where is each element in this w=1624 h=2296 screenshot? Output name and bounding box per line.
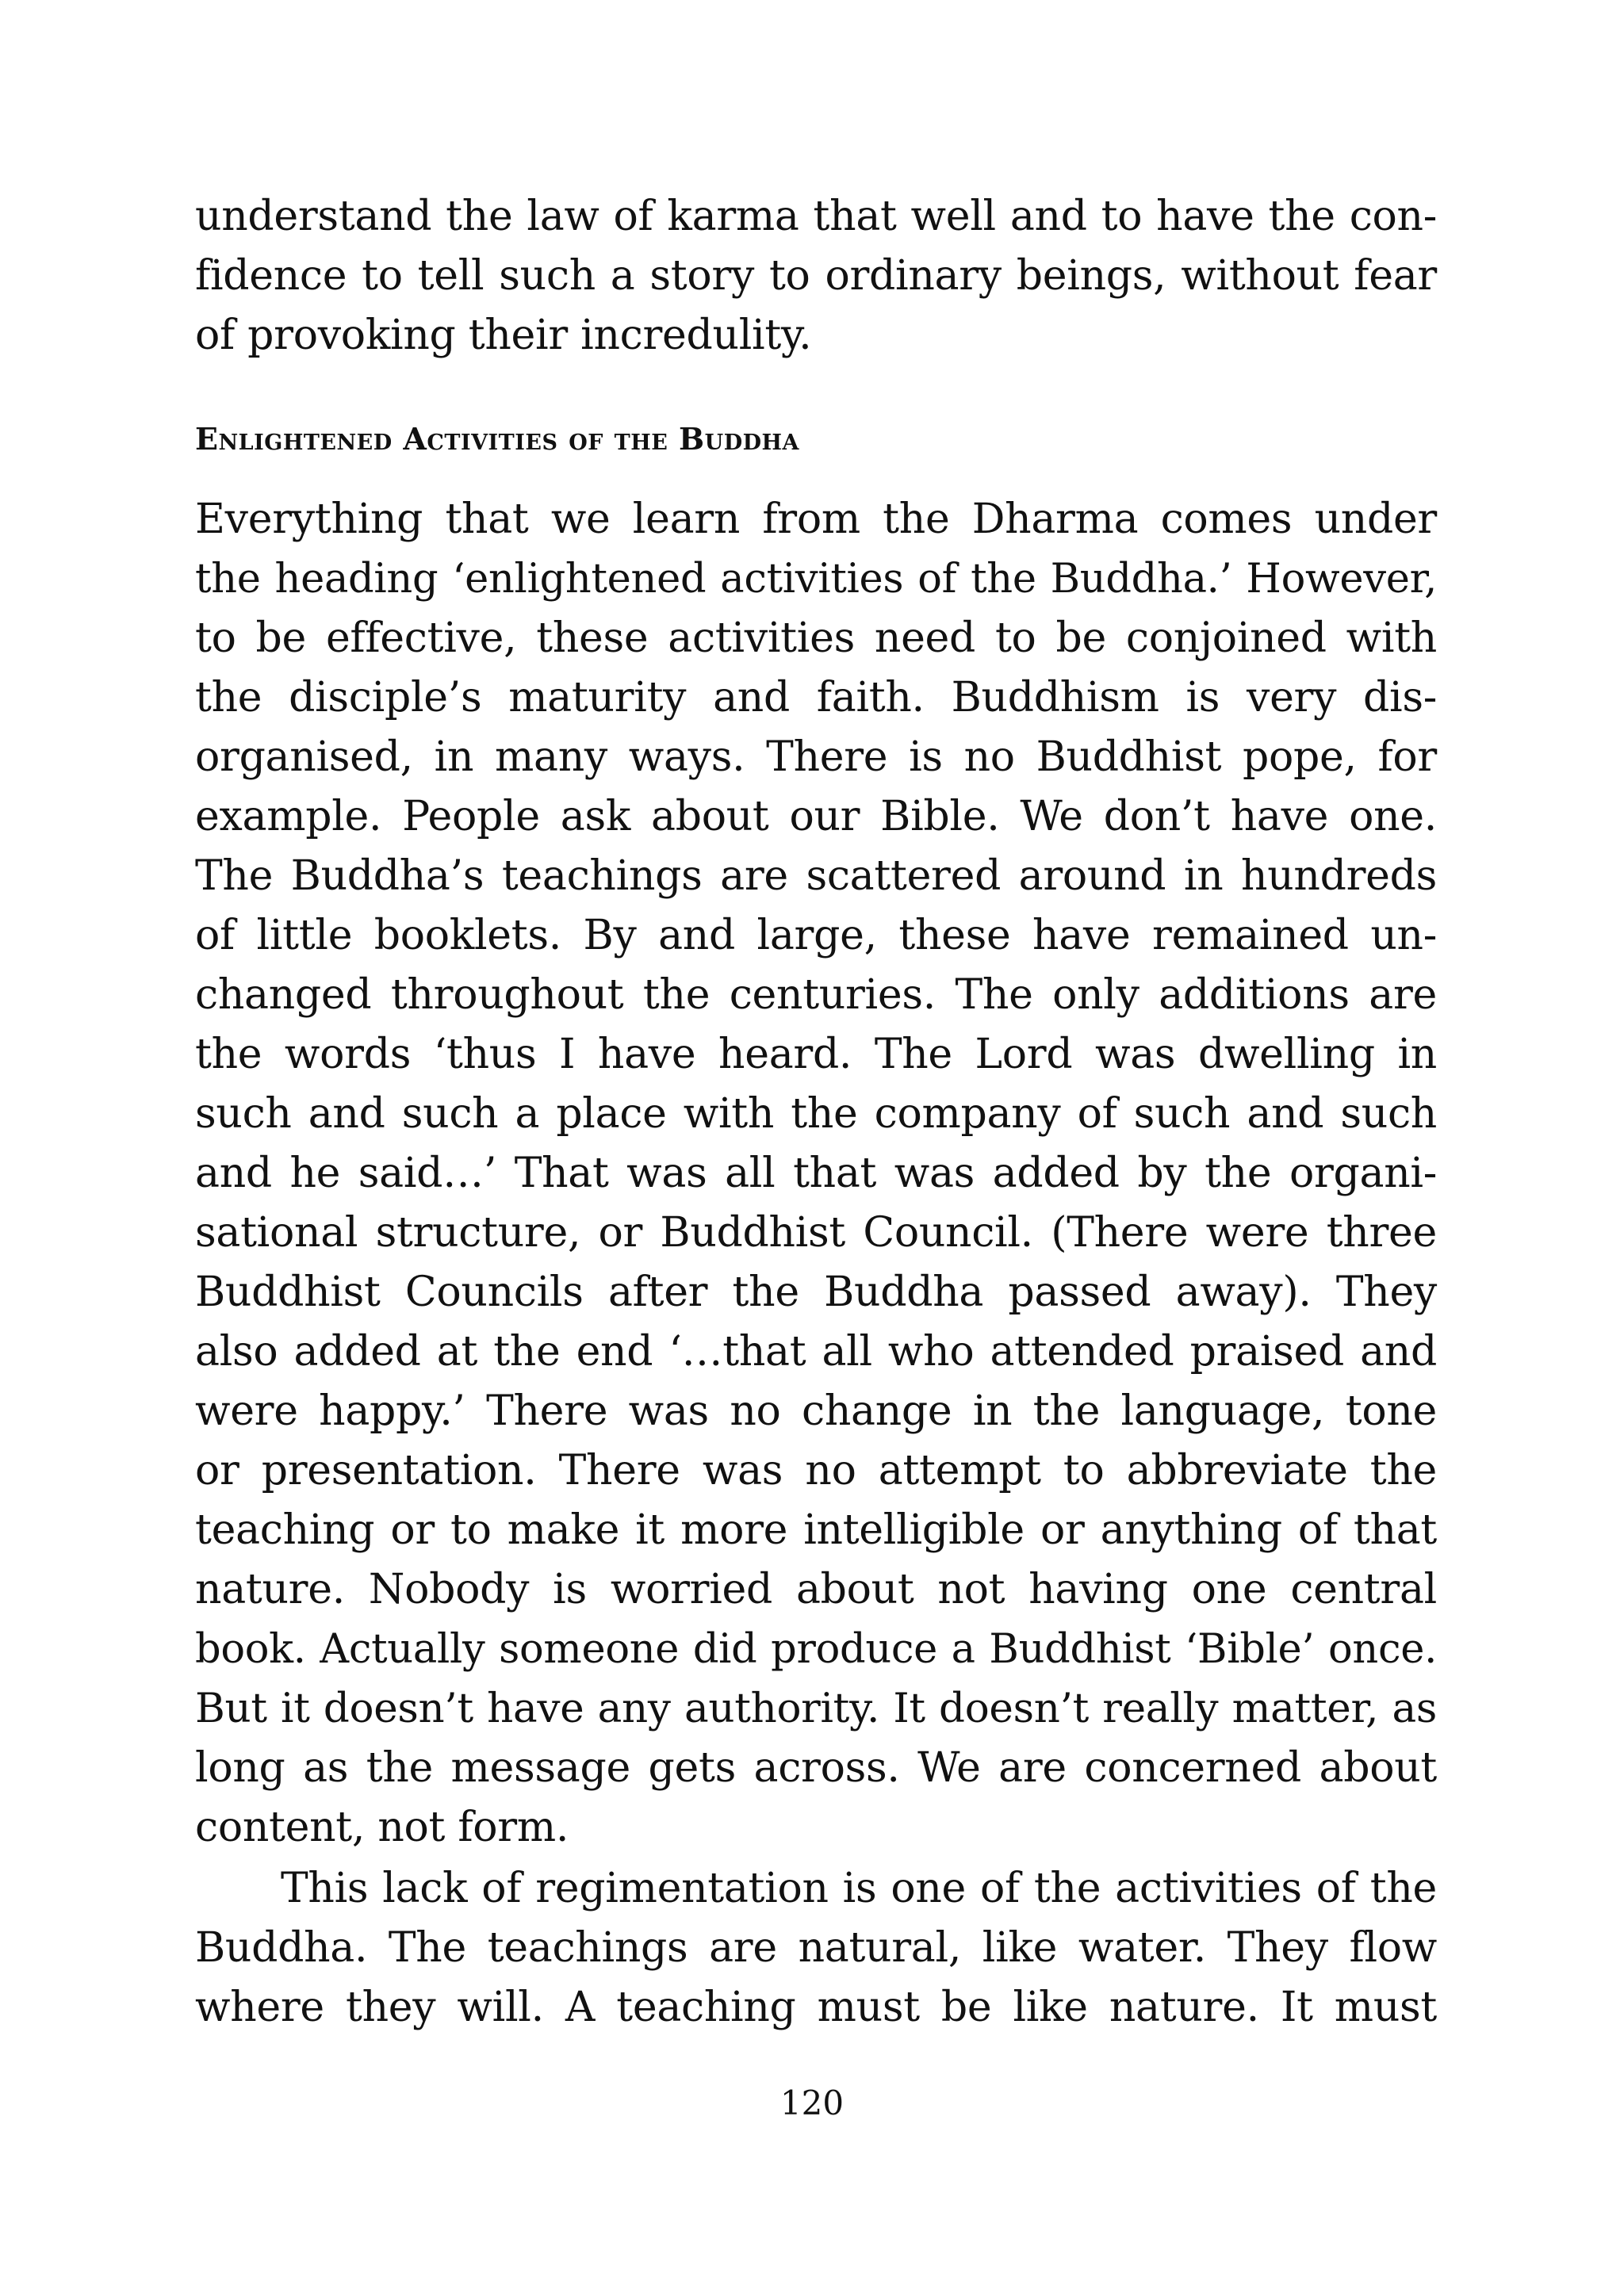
page-number: 120 [779, 2084, 845, 2122]
section-heading: Enlightened Activities of the Buddha [195, 421, 799, 457]
text-line: organised, in many ways. There is no Buddhist pope, for [195, 733, 1437, 781]
text-line: the words ‘thus I have heard. The Lord was dwelling in [195, 1031, 1437, 1078]
text-line: Everything that we learn from the Dharma comes under [195, 496, 1437, 543]
text-line: content, not form. [195, 1804, 569, 1851]
text-line: changed throughout the centuries. The only additions are [195, 971, 1437, 1019]
paragraph [195, 490, 1437, 1858]
text-line: such and such a place with the company of such and such [195, 1090, 1437, 1138]
text-line: But it doesn’t have any authority. It doesn’t really matter, as [195, 1685, 1437, 1732]
text-line: and he said…’ That was all that was added by the organi- [195, 1150, 1437, 1197]
text-line: book. Actually someone did produce a Buddhist ‘Bible’ once. [195, 1626, 1437, 1673]
text-line: Buddha. The teachings are natural, like water. They flow [195, 1924, 1437, 1972]
text-line: fidence to tell such a story to ordinary beings, without fear [195, 252, 1437, 300]
text-line: the heading ‘enlightened activities of the Buddha.’ However, [195, 556, 1437, 603]
text-line: of little booklets. By and large, these have remained un- [195, 912, 1437, 959]
text-line: example. People ask about our Bible. We don’t have one. [195, 793, 1437, 840]
text-line: Buddhist Councils after the Buddha passed away). They [195, 1269, 1437, 1316]
text-line: long as the message gets across. We are concerned about [195, 1744, 1437, 1792]
text-line: understand the law of karma that well and to have the con- [195, 193, 1437, 240]
continued-paragraph [195, 187, 1437, 365]
text-line: or presentation. There was no attempt to abbreviate the [195, 1447, 1437, 1494]
text-line: the disciple’s maturity and faith. Buddhism is very dis- [195, 674, 1437, 721]
text-line: The Buddha’s teachings are scattered around in hundreds [195, 852, 1437, 900]
text-line: teaching or to make it more intelligible or anything of that [195, 1506, 1437, 1554]
paragraph [195, 1859, 1437, 2038]
text-line: where they will. A teaching must be like nature. It must [195, 1984, 1437, 2031]
text-line: of provoking their incredulity. [195, 312, 812, 359]
text-line: also added at the end ‘…that all who attended praised and [195, 1328, 1437, 1376]
text-line: nature. Nobody is worried about not having one central [195, 1566, 1437, 1613]
text-line: to be effective, these activities need to be conjoined with [195, 614, 1437, 662]
text-line: This lack of regimentation is one of the activities of the [281, 1865, 1437, 1912]
text-line: were happy.’ There was no change in the language, tone [195, 1387, 1437, 1435]
text-line: sational structure, or Buddhist Council. (There were three [195, 1209, 1437, 1257]
